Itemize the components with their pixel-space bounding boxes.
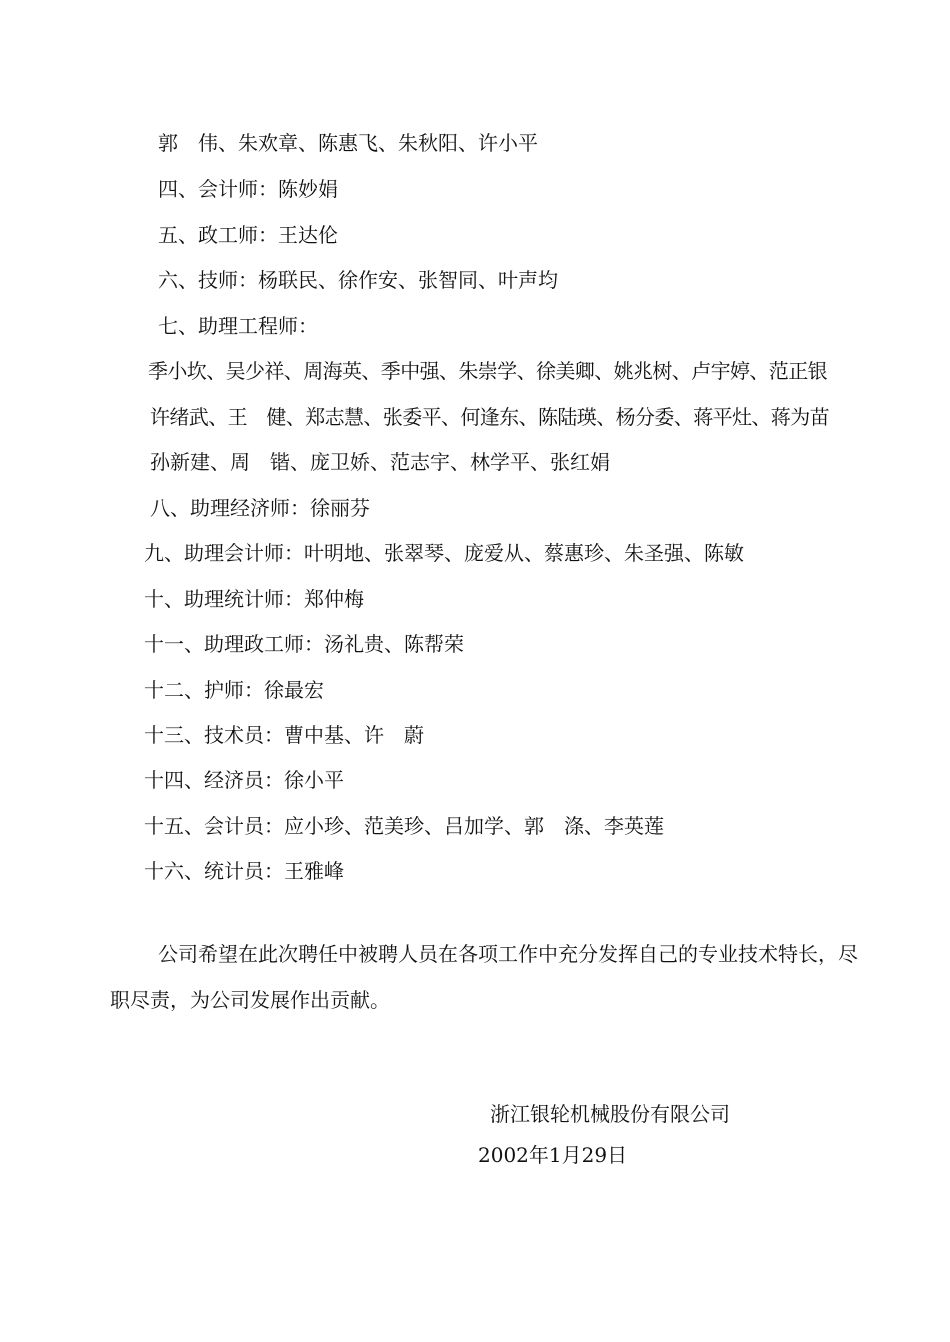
assistant-accountant-line: 九、助理会计师：叶明地、张翠琴、庞爱从、蔡惠珍、朱圣强、陈敏	[144, 541, 744, 565]
assistant-engineer-heading: 七、助理工程师：	[158, 314, 318, 338]
economic-staff-line: 十四、经济员：徐小平	[144, 768, 344, 792]
assistant-engineer-names-2: 许绪武、王 健、郑志慧、张委平、何逢东、陈陆瑛、杨分委、蒋平灶、蒋为苗	[150, 405, 829, 429]
technician-line: 六、技师：杨联民、徐作安、张智同、叶声均	[158, 268, 558, 292]
technical-staff-line: 十三、技术员：曹中基、许 蔚	[144, 723, 424, 747]
closing-paragraph: 公司希望在此次聘任中被聘人员在各项工作中充分发挥自己的专业技术特长，尽职尽责，为公司发展作出贡献。	[110, 942, 858, 1012]
assistant-statistician-line: 十、助理统计师：郑仲梅	[144, 587, 364, 611]
accountant-line: 四、会计师：陈妙娟	[158, 177, 338, 201]
assistant-engineer-names-1: 季小坎、吴少祥、周海英、季中强、朱崇学、徐美卿、姚兆树、卢宇婷、范正银	[148, 359, 827, 383]
appointee-list-continued: 郭 伟、朱欢章、陈惠飞、朱秋阳、许小平	[158, 131, 538, 155]
company-signature: 浙江银轮机械股份有限公司	[490, 1102, 730, 1126]
assistant-political-worker-line: 十一、助理政工师：汤礼贵、陈帮荣	[144, 632, 464, 656]
political-worker-line: 五、政工师：王达伦	[158, 223, 338, 247]
nurse-line: 十二、护师：徐最宏	[144, 678, 324, 702]
statistics-staff-line: 十六、统计员：王雅峰	[144, 859, 344, 883]
signature-date: 2002年1月29日	[478, 1143, 628, 1167]
assistant-engineer-names-3: 孙新建、周 锴、庞卫娇、范志宇、林学平、张红娟	[150, 450, 610, 474]
accounting-staff-line: 十五、会计员：应小珍、范美珍、吕加学、郭 涤、李英莲	[144, 814, 664, 838]
assistant-economist-line: 八、助理经济师：徐丽芬	[150, 496, 370, 520]
